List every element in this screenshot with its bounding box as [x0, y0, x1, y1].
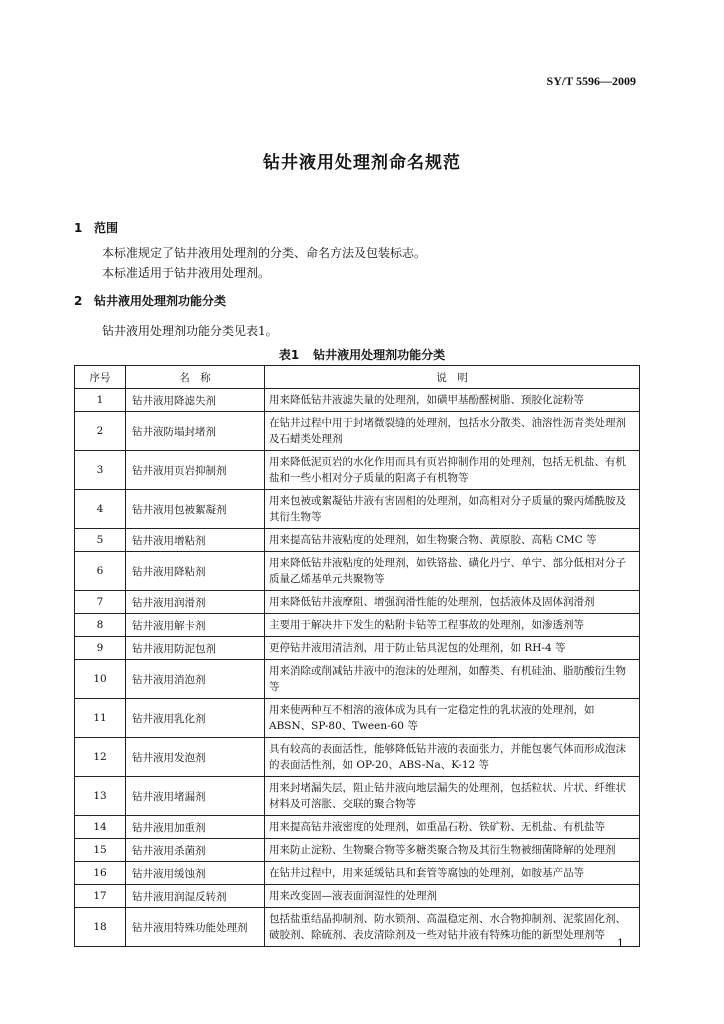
row-desc: 用来提高钻井液粘度的处理剂，如生物聚合物、黄原胶、高粘 CMC 等 [265, 529, 640, 552]
row-no: 6 [75, 552, 126, 591]
table-row [75, 908, 640, 947]
row-name: 钻井液用润滑剂 [126, 591, 265, 614]
row-no: 11 [75, 699, 126, 738]
row-name: 钻井液用特殊功能处理剂 [126, 908, 265, 947]
row-name: 钻井液用堵漏剂 [126, 777, 265, 816]
row-desc: 用来降低钻井液摩阻、增强润滑性能的处理剂，包括液体及固体润滑剂 [265, 591, 640, 614]
table-row [75, 699, 640, 738]
document-title: 钻井液用处理剂命名规范 [263, 153, 461, 173]
row-name: 钻井液用消泡剂 [126, 660, 265, 699]
row-name: 钻井液用降粘剂 [126, 552, 265, 591]
row-name: 钻井液用缓蚀剂 [126, 862, 265, 885]
row-desc: 用来使两种互不相溶的液体成为具有一定稳定性的乳状液的处理剂，如ABSN、SP-80、Tween-60 等 [265, 699, 640, 738]
table-row [75, 614, 640, 637]
section-1-heading [74, 219, 118, 236]
table-row [75, 451, 640, 490]
row-no: 8 [75, 614, 126, 637]
section-1-title: 范围 [94, 221, 119, 235]
table-header-row [75, 366, 640, 389]
row-desc: 用来提高钻井液密度的处理剂，如重晶石粉、铁矿粉、无机盐、有机盐等 [265, 816, 640, 839]
section-2-title: 钻井液用处理剂功能分类 [94, 294, 227, 308]
table-row [75, 777, 640, 816]
row-desc: 用来防止淀粉、生物聚合物等多糖类聚合物及其衍生物被细菌降解的处理剂 [265, 839, 640, 862]
row-name: 钻井液用杀菌剂 [126, 839, 265, 862]
row-no: 16 [75, 862, 126, 885]
row-name: 钻井液用页岩抑制剂 [126, 451, 265, 490]
row-name: 钻井液用防泥包剂 [126, 637, 265, 660]
table-row [75, 591, 640, 614]
table-row [75, 490, 640, 529]
section-2-paragraph: 钻井液用处理剂功能分类见表1。 [102, 324, 278, 338]
header-name: 名 称 [126, 366, 265, 389]
row-no: 14 [75, 816, 126, 839]
header-no: 序号 [75, 366, 126, 389]
row-no: 2 [75, 412, 126, 451]
section-1-paragraph-1: 本标准规定了钻井液用处理剂的分类、命名方法及包装标志。 [102, 246, 427, 260]
table-row [75, 529, 640, 552]
row-desc: 在钻井过程中，用来延缓钻具和套管等腐蚀的处理剂，如胺基产品等 [265, 862, 640, 885]
header-desc: 说 明 [265, 366, 640, 389]
row-no: 3 [75, 451, 126, 490]
standard-code: SY/T 5596—2009 [546, 74, 636, 88]
table-row [75, 552, 640, 591]
row-desc: 包括盐重结晶抑制剂、防水锁剂、高温稳定剂、水合物抑制剂、泥浆固化剂、破胶剂、除硫剂、表皮清除剂及一些对钻井液有特殊功能的新型处理剂等 [265, 908, 640, 947]
row-no: 10 [75, 660, 126, 699]
table-caption-text: 钻井液用处理剂功能分类 [313, 348, 446, 362]
table-row [75, 637, 640, 660]
table-caption [0, 346, 724, 363]
table-row [75, 389, 640, 412]
row-name: 钻井液用包被絮凝剂 [126, 490, 265, 529]
classification-table [74, 365, 640, 947]
table-row [75, 862, 640, 885]
table-row [75, 412, 640, 451]
row-no: 7 [75, 591, 126, 614]
row-no: 13 [75, 777, 126, 816]
row-desc: 用来降低钻井液滤失量的处理剂，如磺甲基酚醛树脂、预胶化淀粉等 [265, 389, 640, 412]
row-desc: 主要用于解决井下发生的粘附卡钻等工程事故的处理剂，如渗透剂等 [265, 614, 640, 637]
row-name: 钻井液防塌封堵剂 [126, 412, 265, 451]
row-no: 18 [75, 908, 126, 947]
section-2-number: 2 [74, 294, 83, 308]
table-row [75, 738, 640, 777]
row-no: 12 [75, 738, 126, 777]
section-2-heading [74, 292, 226, 309]
row-no: 1 [75, 389, 126, 412]
row-desc: 在钻井过程中用于封堵微裂缝的处理剂，包括水分散类、油溶性沥青类处理剂及石蜡类处理剂 [265, 412, 640, 451]
row-name: 钻井液用增粘剂 [126, 529, 265, 552]
table-row [75, 885, 640, 908]
row-desc: 用来降低泥页岩的水化作用而具有页岩抑制作用的处理剂，包括无机盐、有机盐和一些小相对分子质量的阳离子有机物等 [265, 451, 640, 490]
page-number: 1 [617, 937, 624, 950]
table-row [75, 816, 640, 839]
row-name: 钻井液用乳化剂 [126, 699, 265, 738]
table-row [75, 839, 640, 862]
row-desc: 用来包被或絮凝钻井液有害固相的处理剂，如高相对分子质量的聚丙烯酰胺及其衍生物等 [265, 490, 640, 529]
row-no: 15 [75, 839, 126, 862]
row-no: 5 [75, 529, 126, 552]
row-name: 钻井液用解卡剂 [126, 614, 265, 637]
row-name: 钻井液用加重剂 [126, 816, 265, 839]
row-desc: 用来降低钻井液粘度的处理剂，如铁铬盐、磺化丹宁、单宁、部分低相对分子质量乙烯基单元共聚物等 [265, 552, 640, 591]
row-no: 9 [75, 637, 126, 660]
row-no: 17 [75, 885, 126, 908]
section-1-paragraph-2: 本标准适用于钻井液用处理剂。 [102, 266, 271, 280]
row-name: 钻井液用降滤失剂 [126, 389, 265, 412]
table-row [75, 660, 640, 699]
row-desc: 更停钻井液用清洁剂，用于防止钻具泥包的处理剂，如 RH-4 等 [265, 637, 640, 660]
row-name: 钻井液用发泡剂 [126, 738, 265, 777]
row-desc: 具有较高的表面活性，能够降低钻井液的表面张力，并能包裹气体而形成泡沫的表面活性剂，如 OP-20、ABS-Na、K-12 等 [265, 738, 640, 777]
row-desc: 用来消除或削减钻井液中的泡沫的处理剂，如醇类、有机硅油、脂肪酸衍生物等 [265, 660, 640, 699]
row-desc: 用来改变固—液表面润湿性的处理剂 [265, 885, 640, 908]
row-no: 4 [75, 490, 126, 529]
row-desc: 用来封堵漏失层，阻止钻井液向地层漏失的处理剂，包括粒状、片状、纤维状材料及可溶胀、交联的聚合物等 [265, 777, 640, 816]
row-name: 钻井液用润湿反转剂 [126, 885, 265, 908]
table-caption-label: 表1 [278, 348, 300, 362]
section-1-number: 1 [74, 221, 83, 235]
